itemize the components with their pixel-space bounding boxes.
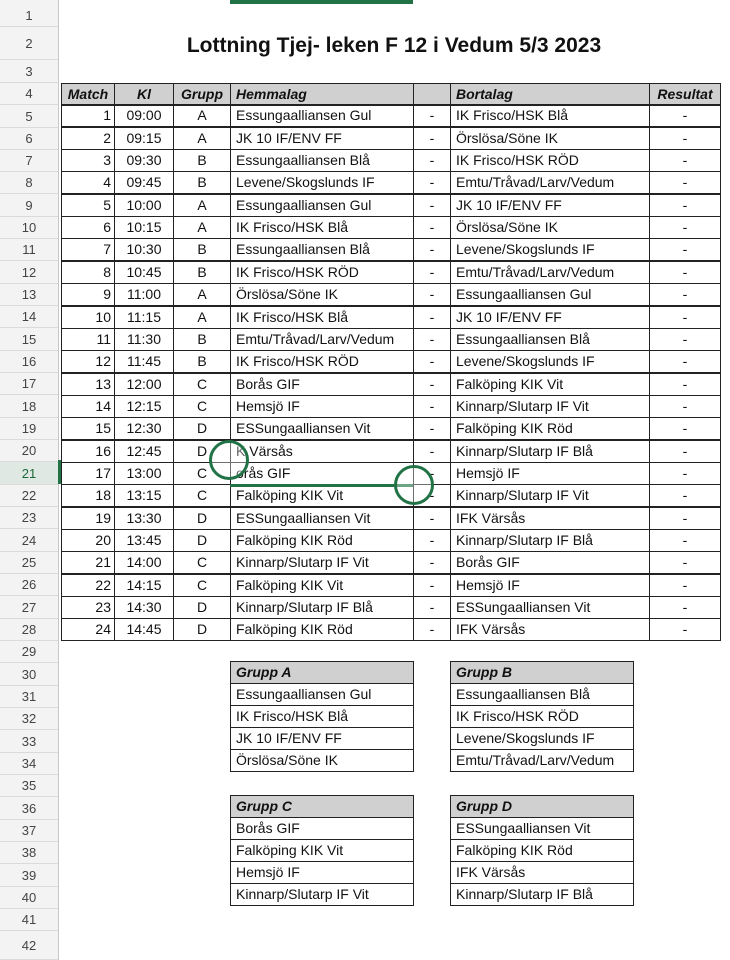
- match-cell[interactable]: 7: [61, 238, 115, 261]
- group-cell[interactable]: B: [173, 350, 231, 373]
- separator-cell[interactable]: -: [413, 238, 451, 261]
- separator-cell[interactable]: -: [413, 484, 451, 507]
- group-cell[interactable]: B: [173, 261, 231, 284]
- row-number[interactable]: 28: [0, 619, 58, 641]
- home-team-cell[interactable]: Kinnarp/Slutarp IF Vit: [230, 551, 414, 574]
- away-team-cell[interactable]: IK Frisco/HSK RÖD: [450, 149, 650, 172]
- row-number[interactable]: 40: [0, 887, 58, 909]
- match-cell[interactable]: 15: [61, 417, 115, 440]
- group-cell[interactable]: C: [173, 484, 231, 507]
- home-team-cell[interactable]: Levene/Skogslunds IF: [230, 171, 414, 194]
- separator-cell[interactable]: -: [413, 194, 451, 217]
- match-cell[interactable]: 10: [61, 306, 115, 329]
- time-cell[interactable]: 10:30: [114, 238, 174, 261]
- home-team-cell[interactable]: Essungaalliansen Gul: [230, 194, 414, 217]
- result-cell[interactable]: -: [649, 618, 721, 641]
- home-team-cell[interactable]: ESSungaalliansen Vit: [230, 507, 414, 530]
- group-team-cell[interactable]: Falköping KIK Röd: [450, 839, 634, 862]
- result-cell[interactable]: -: [649, 507, 721, 530]
- home-team-cell[interactable]: Falköping KIK Röd: [230, 529, 414, 552]
- group-team-cell[interactable]: IK Frisco/HSK Blå: [230, 705, 414, 728]
- result-cell[interactable]: -: [649, 574, 721, 597]
- group-team-cell[interactable]: Örslösa/Söne IK: [230, 749, 414, 772]
- row-number[interactable]: 26: [0, 574, 58, 596]
- home-team-cell[interactable]: Falköping KIK Vit: [230, 574, 414, 597]
- match-cell[interactable]: 20: [61, 529, 115, 552]
- group-cell[interactable]: A: [173, 104, 231, 127]
- group-cell[interactable]: B: [173, 328, 231, 351]
- row-number[interactable]: 9: [0, 194, 58, 217]
- row-number[interactable]: 21: [0, 462, 58, 485]
- match-cell[interactable]: 12: [61, 350, 115, 373]
- result-cell[interactable]: -: [649, 238, 721, 261]
- result-cell[interactable]: -: [649, 149, 721, 172]
- row-number[interactable]: 27: [0, 596, 58, 619]
- row-number[interactable]: 22: [0, 485, 58, 507]
- group-cell[interactable]: B: [173, 238, 231, 261]
- result-cell[interactable]: -: [649, 216, 721, 239]
- away-team-cell[interactable]: IFK Värsås: [450, 507, 650, 530]
- group-cell[interactable]: D: [173, 440, 231, 463]
- time-cell[interactable]: 14:15: [114, 574, 174, 597]
- time-cell[interactable]: 12:00: [114, 373, 174, 396]
- row-number[interactable]: 10: [0, 217, 58, 239]
- group-cell[interactable]: A: [173, 127, 231, 150]
- row-number[interactable]: 13: [0, 284, 58, 306]
- group-cell[interactable]: D: [173, 596, 231, 619]
- group-cell[interactable]: D: [173, 618, 231, 641]
- away-team-cell[interactable]: Borås GIF: [450, 551, 650, 574]
- separator-cell[interactable]: -: [413, 149, 451, 172]
- away-team-cell[interactable]: JK 10 IF/ENV FF: [450, 306, 650, 329]
- row-number[interactable]: 30: [0, 663, 58, 686]
- away-team-cell[interactable]: Falköping KIK Röd: [450, 417, 650, 440]
- group-c-box: [230, 795, 414, 906]
- row-number[interactable]: 38: [0, 842, 58, 864]
- home-team-cell[interactable]: JK 10 IF/ENV FF: [230, 127, 414, 150]
- time-cell[interactable]: 11:00: [114, 283, 174, 306]
- match-cell[interactable]: 8: [61, 261, 115, 284]
- result-cell[interactable]: -: [649, 417, 721, 440]
- group-cell[interactable]: C: [173, 373, 231, 396]
- time-cell[interactable]: 09:15: [114, 127, 174, 150]
- separator-cell[interactable]: -: [413, 574, 451, 597]
- result-cell[interactable]: -: [649, 261, 721, 284]
- header-match-cell[interactable]: Match: [61, 83, 115, 106]
- sheet-title[interactable]: Lottning Tjej- leken F 12 i Vedum 5/3 2023: [186, 34, 602, 57]
- group-title[interactable]: Grupp A: [230, 661, 414, 684]
- separator-cell[interactable]: -: [413, 551, 451, 574]
- time-cell[interactable]: 13:15: [114, 484, 174, 507]
- separator-cell[interactable]: -: [413, 440, 451, 463]
- time-cell[interactable]: 13:30: [114, 507, 174, 530]
- away-team-cell[interactable]: Levene/Skogslunds IF: [450, 350, 650, 373]
- group-team-cell[interactable]: Borås GIF: [230, 817, 414, 840]
- away-team-cell[interactable]: Kinnarp/Slutarp IF Blå: [450, 440, 650, 463]
- result-cell[interactable]: -: [649, 171, 721, 194]
- group-a-box: [230, 661, 414, 772]
- away-team-cell[interactable]: Örslösa/Söne IK: [450, 127, 650, 150]
- match-cell[interactable]: 6: [61, 216, 115, 239]
- group-team-cell[interactable]: Hemsjö IF: [230, 861, 414, 884]
- time-cell[interactable]: 12:30: [114, 417, 174, 440]
- group-team-cell[interactable]: JK 10 IF/ENV FF: [230, 727, 414, 750]
- group-title[interactable]: Grupp D: [450, 795, 634, 818]
- time-cell[interactable]: 11:45: [114, 350, 174, 373]
- home-team-cell[interactable]: Falköping KIK Röd: [230, 618, 414, 641]
- separator-cell[interactable]: -: [413, 417, 451, 440]
- row-number[interactable]: 1: [0, 4, 58, 27]
- row-number[interactable]: 36: [0, 797, 58, 820]
- group-cell[interactable]: C: [173, 395, 231, 418]
- header-away-team-cell[interactable]: Bortalag: [450, 83, 650, 106]
- group-title[interactable]: Grupp B: [450, 661, 634, 684]
- away-team-cell[interactable]: JK 10 IF/ENV FF: [450, 194, 650, 217]
- result-cell[interactable]: -: [649, 194, 721, 217]
- time-cell[interactable]: 09:30: [114, 149, 174, 172]
- separator-cell[interactable]: -: [413, 104, 451, 127]
- selected-column-indicator: [230, 0, 413, 4]
- match-cell[interactable]: 18: [61, 484, 115, 507]
- separator-cell[interactable]: -: [413, 306, 451, 329]
- group-cell[interactable]: C: [173, 574, 231, 597]
- group-cell[interactable]: B: [173, 149, 231, 172]
- time-cell[interactable]: 10:15: [114, 216, 174, 239]
- time-cell[interactable]: 12:45: [114, 440, 174, 463]
- result-cell[interactable]: -: [649, 127, 721, 150]
- away-team-cell[interactable]: Emtu/Tråvad/Larv/Vedum: [450, 171, 650, 194]
- home-team-cell[interactable]: ESSungaalliansen Vit: [230, 417, 414, 440]
- time-cell[interactable]: 13:45: [114, 529, 174, 552]
- time-cell[interactable]: 12:15: [114, 395, 174, 418]
- row-header-column: [0, 0, 59, 960]
- home-team-cell[interactable]: K Värsås: [230, 440, 414, 463]
- time-cell[interactable]: 11:15: [114, 306, 174, 329]
- row-number[interactable]: 7: [0, 150, 58, 172]
- header-home-team-cell[interactable]: Hemmalag: [230, 83, 414, 106]
- time-cell[interactable]: 10:45: [114, 261, 174, 284]
- home-team-cell[interactable]: Kinnarp/Slutarp IF Blå: [230, 596, 414, 619]
- group-cell[interactable]: A: [173, 216, 231, 239]
- group-team-cell[interactable]: Essungaalliansen Gul: [230, 683, 414, 706]
- result-cell[interactable]: -: [649, 283, 721, 306]
- group-team-cell[interactable]: ESSungaalliansen Vit: [450, 817, 634, 840]
- match-cell[interactable]: 9: [61, 283, 115, 306]
- row-number[interactable]: 14: [0, 306, 58, 328]
- result-cell[interactable]: -: [649, 440, 721, 463]
- row-number[interactable]: 6: [0, 128, 58, 150]
- row-number[interactable]: 19: [0, 418, 58, 440]
- group-team-cell[interactable]: IFK Värsås: [450, 861, 634, 884]
- away-team-cell[interactable]: Örslösa/Söne IK: [450, 216, 650, 239]
- home-team-cell[interactable]: IK Frisco/HSK Blå: [230, 306, 414, 329]
- header-group-cell[interactable]: Grupp: [173, 83, 231, 106]
- group-team-cell[interactable]: Kinnarp/Slutarp IF Blå: [450, 883, 634, 906]
- time-cell[interactable]: 09:00: [114, 104, 174, 127]
- separator-cell[interactable]: -: [413, 507, 451, 530]
- row-number[interactable]: 39: [0, 864, 58, 887]
- separator-cell[interactable]: -: [413, 328, 451, 351]
- row-number[interactable]: 32: [0, 708, 58, 730]
- separator-cell[interactable]: -: [413, 618, 451, 641]
- row-number[interactable]: 11: [0, 239, 58, 261]
- away-team-cell[interactable]: IFK Värsås: [450, 618, 650, 641]
- time-cell[interactable]: 14:00: [114, 551, 174, 574]
- header-result-cell[interactable]: Resultat: [649, 83, 721, 106]
- result-cell[interactable]: -: [649, 596, 721, 619]
- result-cell[interactable]: -: [649, 373, 721, 396]
- group-cell[interactable]: A: [173, 194, 231, 217]
- row-number[interactable]: 25: [0, 552, 58, 574]
- home-team-cell[interactable]: Hemsjö IF: [230, 395, 414, 418]
- row-number[interactable]: 18: [0, 395, 58, 418]
- result-cell[interactable]: -: [649, 328, 721, 351]
- home-team-cell[interactable]: Essungaalliansen Blå: [230, 238, 414, 261]
- separator-cell[interactable]: -: [413, 373, 451, 396]
- away-team-cell[interactable]: ESSungaalliansen Vit: [450, 596, 650, 619]
- row-number[interactable]: 41: [0, 909, 58, 931]
- separator-cell[interactable]: -: [413, 462, 451, 485]
- group-team-cell[interactable]: Levene/Skogslunds IF: [450, 727, 634, 750]
- result-cell[interactable]: -: [649, 484, 721, 507]
- home-team-cell[interactable]: Falköping KIK Vit: [230, 484, 414, 507]
- header-separator-cell[interactable]: [413, 83, 451, 106]
- result-cell[interactable]: -: [649, 551, 721, 574]
- group-team-cell[interactable]: Essungaalliansen Blå: [450, 683, 634, 706]
- result-cell[interactable]: -: [649, 104, 721, 127]
- separator-cell[interactable]: -: [413, 395, 451, 418]
- group-cell[interactable]: C: [173, 551, 231, 574]
- match-cell[interactable]: 2: [61, 127, 115, 150]
- away-team-cell[interactable]: Kinnarp/Slutarp IF Vit: [450, 484, 650, 507]
- away-team-cell[interactable]: Hemsjö IF: [450, 462, 650, 485]
- group-cell[interactable]: A: [173, 283, 231, 306]
- separator-cell[interactable]: -: [413, 171, 451, 194]
- match-cell[interactable]: 4: [61, 171, 115, 194]
- result-cell[interactable]: -: [649, 462, 721, 485]
- group-title[interactable]: Grupp C: [230, 795, 414, 818]
- match-cell[interactable]: 24: [61, 618, 115, 641]
- row-number[interactable]: 8: [0, 172, 58, 194]
- row-number[interactable]: 33: [0, 730, 58, 753]
- away-team-cell[interactable]: Hemsjö IF: [450, 574, 650, 597]
- away-team-cell[interactable]: Emtu/Tråvad/Larv/Vedum: [450, 261, 650, 284]
- match-cell[interactable]: 16: [61, 440, 115, 463]
- match-cell[interactable]: 3: [61, 149, 115, 172]
- row-number[interactable]: 5: [0, 105, 58, 128]
- home-team-cell[interactable]: IK Frisco/HSK RÖD: [230, 261, 414, 284]
- row-number[interactable]: 12: [0, 261, 58, 284]
- row-number[interactable]: 42: [0, 931, 58, 960]
- separator-cell[interactable]: -: [413, 596, 451, 619]
- home-team-cell[interactable]: Emtu/Tråvad/Larv/Vedum: [230, 328, 414, 351]
- group-cell[interactable]: A: [173, 306, 231, 329]
- group-team-cell[interactable]: IK Frisco/HSK RÖD: [450, 705, 634, 728]
- home-team-cell[interactable]: Essungaalliansen Gul: [230, 104, 414, 127]
- row-number[interactable]: 34: [0, 753, 58, 775]
- row-number[interactable]: 31: [0, 686, 58, 708]
- row-number[interactable]: 3: [0, 60, 58, 83]
- match-cell[interactable]: 5: [61, 194, 115, 217]
- row-number[interactable]: 23: [0, 507, 58, 529]
- group-cell[interactable]: D: [173, 529, 231, 552]
- separator-cell[interactable]: -: [413, 127, 451, 150]
- group-cell[interactable]: C: [173, 462, 231, 485]
- home-team-cell[interactable]: Essungaalliansen Blå: [230, 149, 414, 172]
- separator-cell[interactable]: -: [413, 261, 451, 284]
- time-cell[interactable]: 11:30: [114, 328, 174, 351]
- group-b-box: [450, 661, 634, 772]
- group-team-cell[interactable]: Emtu/Tråvad/Larv/Vedum: [450, 749, 634, 772]
- group-team-cell[interactable]: Kinnarp/Slutarp IF Vit: [230, 883, 414, 906]
- away-team-cell[interactable]: Kinnarp/Slutarp IF Vit: [450, 395, 650, 418]
- row-number[interactable]: 20: [0, 440, 58, 462]
- match-cell[interactable]: 17: [61, 462, 115, 485]
- away-team-cell[interactable]: Essungaalliansen Blå: [450, 328, 650, 351]
- header-time-cell[interactable]: Kl: [114, 83, 174, 106]
- selection-range-border: [230, 484, 413, 487]
- row-number[interactable]: 17: [0, 373, 58, 395]
- time-cell[interactable]: 09:45: [114, 171, 174, 194]
- time-cell[interactable]: 14:45: [114, 618, 174, 641]
- selection-end-handle[interactable]: [394, 465, 434, 505]
- home-team-cell[interactable]: orås GIF: [230, 462, 414, 485]
- home-team-cell[interactable]: Borås GIF: [230, 373, 414, 396]
- row-number[interactable]: 15: [0, 328, 58, 351]
- match-cell[interactable]: 11: [61, 328, 115, 351]
- row-number[interactable]: 29: [0, 641, 58, 663]
- time-cell[interactable]: 13:00: [114, 462, 174, 485]
- row-number[interactable]: 24: [0, 529, 58, 552]
- row-number[interactable]: 4: [0, 83, 58, 105]
- match-cell[interactable]: 13: [61, 373, 115, 396]
- selection-start-handle[interactable]: [209, 440, 249, 480]
- result-cell[interactable]: -: [649, 350, 721, 373]
- group-cell[interactable]: D: [173, 507, 231, 530]
- match-cell[interactable]: 23: [61, 596, 115, 619]
- home-team-cell[interactable]: IK Frisco/HSK RÖD: [230, 350, 414, 373]
- time-cell[interactable]: 14:30: [114, 596, 174, 619]
- home-team-cell[interactable]: IK Frisco/HSK Blå: [230, 216, 414, 239]
- result-cell[interactable]: -: [649, 395, 721, 418]
- match-cell[interactable]: 14: [61, 395, 115, 418]
- separator-cell[interactable]: -: [413, 216, 451, 239]
- away-team-cell[interactable]: IK Frisco/HSK Blå: [450, 104, 650, 127]
- away-team-cell[interactable]: Levene/Skogslunds IF: [450, 238, 650, 261]
- away-team-cell[interactable]: Kinnarp/Slutarp IF Blå: [450, 529, 650, 552]
- row-number[interactable]: 35: [0, 775, 58, 797]
- match-cell[interactable]: 1: [61, 104, 115, 127]
- match-cell[interactable]: 21: [61, 551, 115, 574]
- away-team-cell[interactable]: Falköping KIK Vit: [450, 373, 650, 396]
- separator-cell[interactable]: -: [413, 350, 451, 373]
- match-cell[interactable]: 19: [61, 507, 115, 530]
- separator-cell[interactable]: -: [413, 283, 451, 306]
- group-cell[interactable]: B: [173, 171, 231, 194]
- match-cell[interactable]: 22: [61, 574, 115, 597]
- row-number[interactable]: 37: [0, 820, 58, 842]
- time-cell[interactable]: 10:00: [114, 194, 174, 217]
- result-cell[interactable]: -: [649, 306, 721, 329]
- group-team-cell[interactable]: Falköping KIK Vit: [230, 839, 414, 862]
- away-team-cell[interactable]: Essungaalliansen Gul: [450, 283, 650, 306]
- home-team-cell[interactable]: Örslösa/Söne IK: [230, 283, 414, 306]
- group-d-box: [450, 795, 634, 906]
- separator-cell[interactable]: -: [413, 529, 451, 552]
- row-number[interactable]: 2: [0, 27, 58, 60]
- group-cell[interactable]: D: [173, 417, 231, 440]
- result-cell[interactable]: -: [649, 529, 721, 552]
- row-number[interactable]: 16: [0, 351, 58, 373]
